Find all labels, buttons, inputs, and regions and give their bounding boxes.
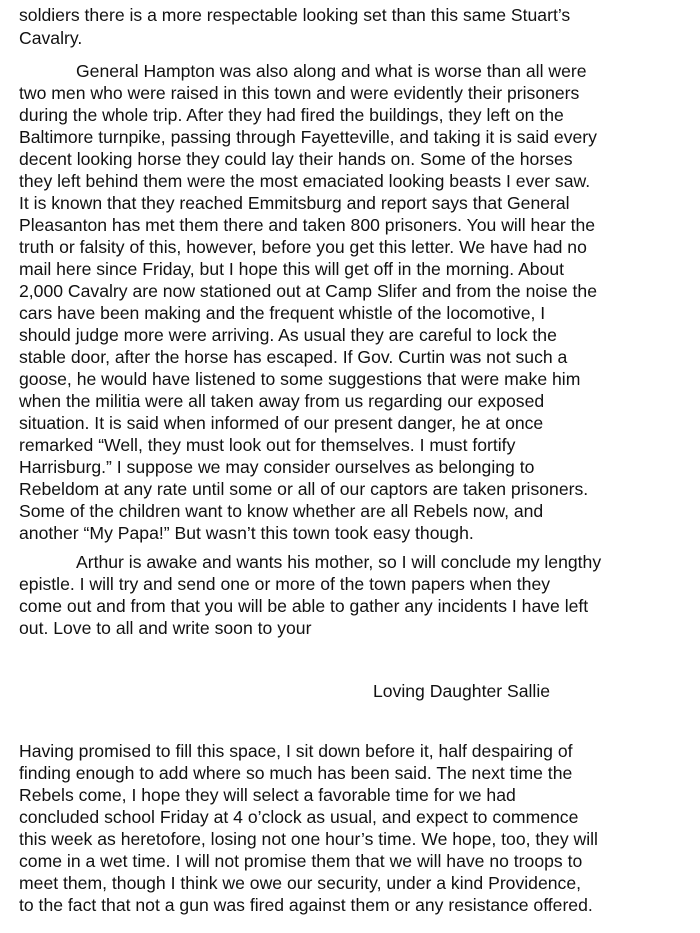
text-line: two men who were raised in this town and were evidently their prisoners [19, 83, 580, 103]
text-line: remarked “Well, they must look out for themselves. I must fortify [19, 435, 516, 455]
text-line: during the whole trip. After they had fired the buildings, they left on the [19, 105, 564, 125]
text-line: epistle. I will try and send one or more of the town papers when they [19, 574, 551, 594]
text-line: out. Love to all and write soon to your [19, 618, 312, 638]
text-line: situation. It is said when informed of our present danger, he at once [19, 413, 544, 433]
text-line: General Hampton was also along and what is worse than all were [76, 61, 587, 81]
text-line: decent looking horse they could lay their hands on. Some of the horses [19, 149, 573, 169]
text-line: It is known that they reached Emmitsburg and report says that General [19, 193, 570, 213]
text-line: they left behind them were the most emaciated looking beasts I ever saw. [19, 171, 591, 191]
text-line: soldiers there is a more respectable looking set than this same Stuart’s [19, 5, 571, 25]
text-line: 2,000 Cavalry are now stationed out at Camp Slifer and from the noise the [19, 281, 597, 301]
text-line: Pleasanton has met them there and taken 800 prisoners. You will hear the [19, 215, 596, 235]
text-line: to the fact that not a gun was fired against them or any resistance offered. [19, 895, 593, 915]
text-line: cars have been making and the frequent whistle of the locomotive, I [19, 303, 546, 323]
text-line: stable door, after the horse has escaped. If Gov. Curtin was not such a [19, 347, 568, 367]
text-line: Rebels come, I hope they will select a favorable time for we had [19, 785, 516, 805]
text-line: come out and from that you will be able to gather any incidents I have left [19, 596, 589, 616]
text-line: truth or falsity of this, however, before you get this letter. We have had no [19, 237, 587, 257]
text-line: mail here since Friday, but I hope this will get off in the morning. About [19, 259, 565, 279]
text-line: Some of the children want to know whether are all Rebels now, and [19, 501, 544, 521]
text-line: Having promised to fill this space, I sit down before it, half despairing of [19, 741, 573, 761]
text-line: should judge more were arriving. As usual they are careful to lock the [19, 325, 557, 345]
text-line: Rebeldom at any rate until some or all of our captors are taken prisoners. [19, 479, 589, 499]
text-line: when the militia were all taken away from us regarding our exposed [19, 391, 545, 411]
text-line: goose, he would have listened to some suggestions that were make him [19, 369, 581, 389]
text-line: Cavalry. [19, 28, 83, 48]
text-line: Arthur is awake and wants his mother, so I will conclude my lengthy [76, 552, 602, 572]
text-line: Harrisburg.” I suppose we may consider ourselves as belonging to [19, 457, 535, 477]
text-line: finding enough to add where so much has been said. The next time the [19, 763, 573, 783]
text-line: come in a wet time. I will not promise them that we will have no troops to [19, 851, 583, 871]
text-line: this week as heretofore, losing not one hour’s time. We hope, too, they will [19, 829, 598, 849]
signature: Loving Daughter Sallie [373, 681, 551, 701]
text-line: Baltimore turnpike, passing through Fayetteville, and taking it is said every [19, 127, 597, 147]
text-line: concluded school Friday at 4 o’clock as usual, and expect to commence [19, 807, 579, 827]
text-line: meet them, though I think we owe our security, under a kind Providence, [19, 873, 581, 893]
text-line: another “My Papa!” But wasn’t this town took easy though. [19, 523, 474, 543]
